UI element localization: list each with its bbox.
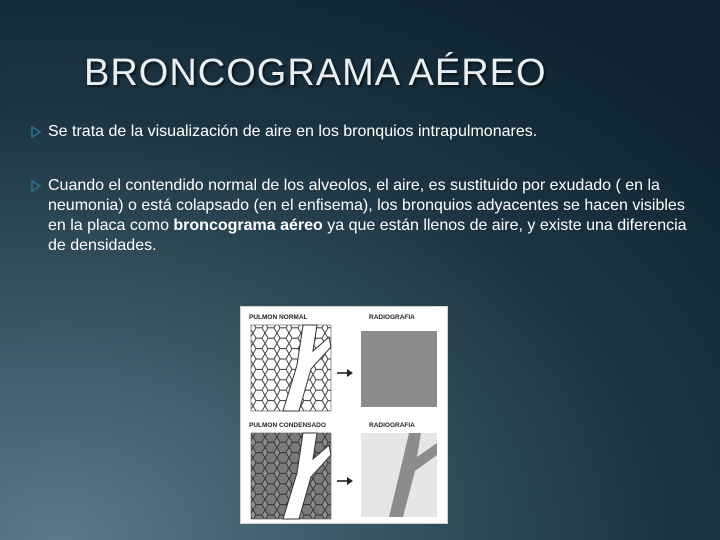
paragraph-definition: Se trata de la visualización de aire en los bronquios intrapulmonares. xyxy=(48,123,538,140)
paragraph-text: Cuando el contendido normal de los alveolos, el aire, es sustituido por exudado ( en la neumonia) o está colapsado (en el enfisema), los bronquios adyacentes se hacen visibles en la placa como xyxy=(48,177,685,234)
paragraph-text: ya que están llenos de aire, y existe una diferencia de densidades. xyxy=(48,217,687,254)
bullet-icon xyxy=(30,180,42,192)
bronchogram-diagram xyxy=(240,306,448,524)
label-radiography-bottom: RADIOGRAFIA xyxy=(369,422,415,429)
emphasis-term: broncograma aéreo xyxy=(173,217,323,234)
label-normal-lung: PULMON NORMAL xyxy=(249,314,308,321)
arrow-head-icon xyxy=(347,477,353,485)
label-condensed-lung: PULMON CONDENSADO xyxy=(249,422,326,429)
label-radiography-top: RADIOGRAFIA xyxy=(369,314,415,321)
slide-title: BRONCOGRAMA AÉREO xyxy=(84,52,547,94)
radiography-normal xyxy=(361,331,437,407)
paragraph-explanation xyxy=(48,176,692,256)
bullet-icon xyxy=(30,126,42,138)
arrow-head-icon xyxy=(347,369,353,377)
